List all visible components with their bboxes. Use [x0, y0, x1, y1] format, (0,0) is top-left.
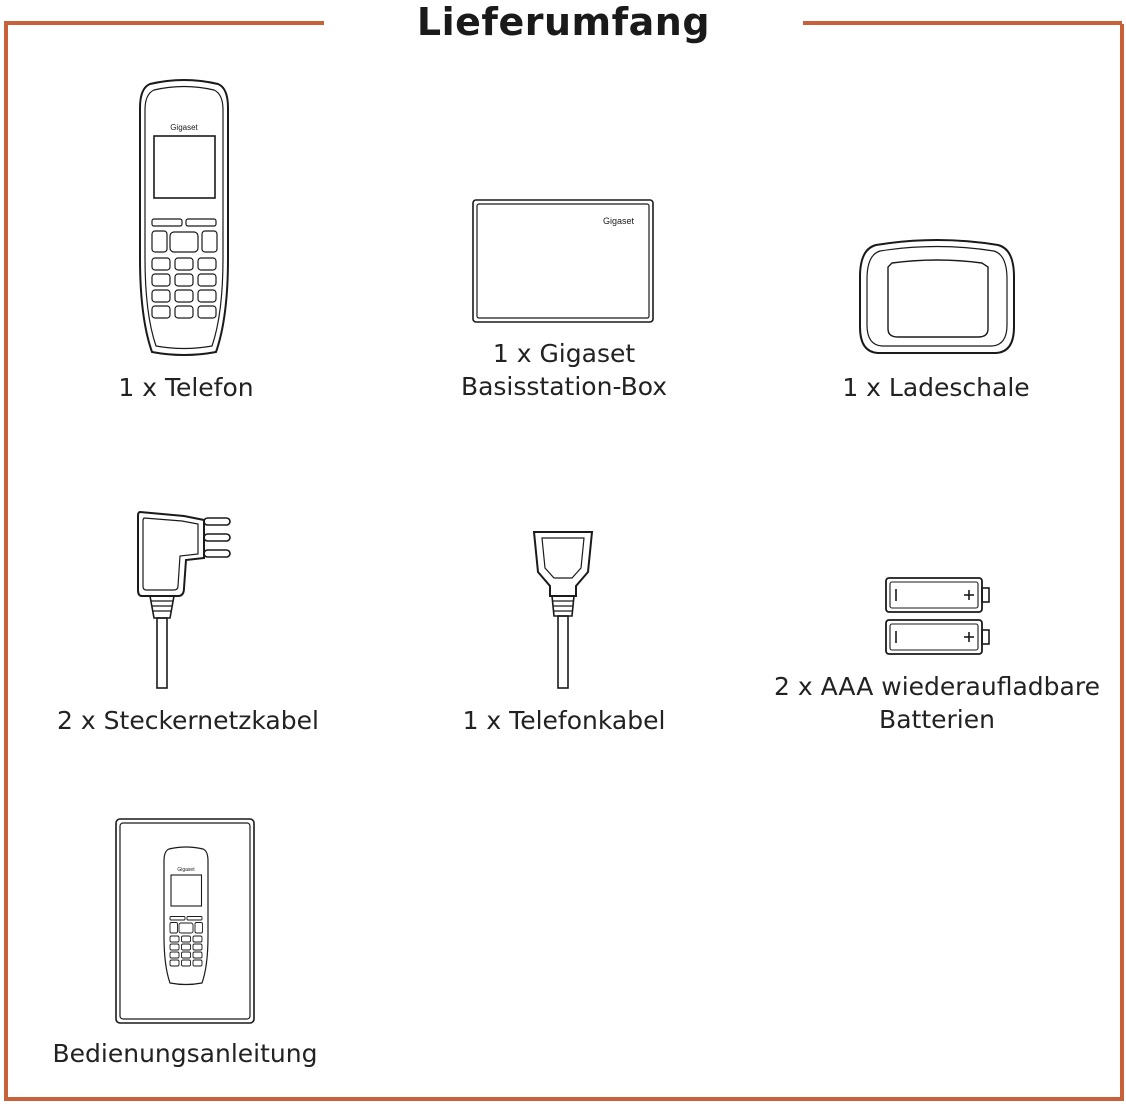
item-label-line1: 1 x Telefon [118, 373, 254, 402]
item-label-manual [35, 1037, 335, 1070]
item-label-base-station [404, 337, 724, 403]
manual-brand-text: Gigaset [177, 867, 195, 873]
item-label-line1: 1 x Ladeschale [842, 373, 1030, 402]
item-label-line1: 2 x Steckernetzkabel [57, 706, 319, 735]
item-label-line1: Bedienungsanleitung [52, 1039, 318, 1068]
handset-brand-text: Gigaset [170, 123, 198, 132]
item-label-line2: Basisstation-Box [460, 372, 668, 401]
power-adapter-icon [134, 508, 238, 692]
item-label-line1: 2 x AAA wiederaufladbare [774, 672, 1100, 701]
box-brand-text: Gigaset [602, 216, 634, 226]
item-label-handset [36, 371, 336, 404]
batteries-icon [884, 576, 992, 658]
item-label-power-adapter [38, 704, 338, 737]
item-label-phone-cable [414, 704, 714, 737]
base-station-box-icon [472, 199, 656, 325]
handset-icon [136, 78, 232, 358]
charging-cradle-icon [856, 237, 1018, 357]
item-label-line1: 1 x Gigaset [492, 339, 636, 368]
item-label-line1: 1 x Telefonkabel [462, 706, 666, 735]
item-label-line2: Batterien [879, 705, 995, 734]
page-title: Lieferumfang [416, 0, 711, 44]
frame-top-left-line [4, 21, 324, 25]
item-label-batteries [762, 670, 1112, 736]
frame-top-right-line [803, 21, 1122, 25]
manual-icon [115, 818, 257, 1026]
phone-cable-icon [530, 530, 596, 692]
item-label-cradle [786, 371, 1086, 404]
